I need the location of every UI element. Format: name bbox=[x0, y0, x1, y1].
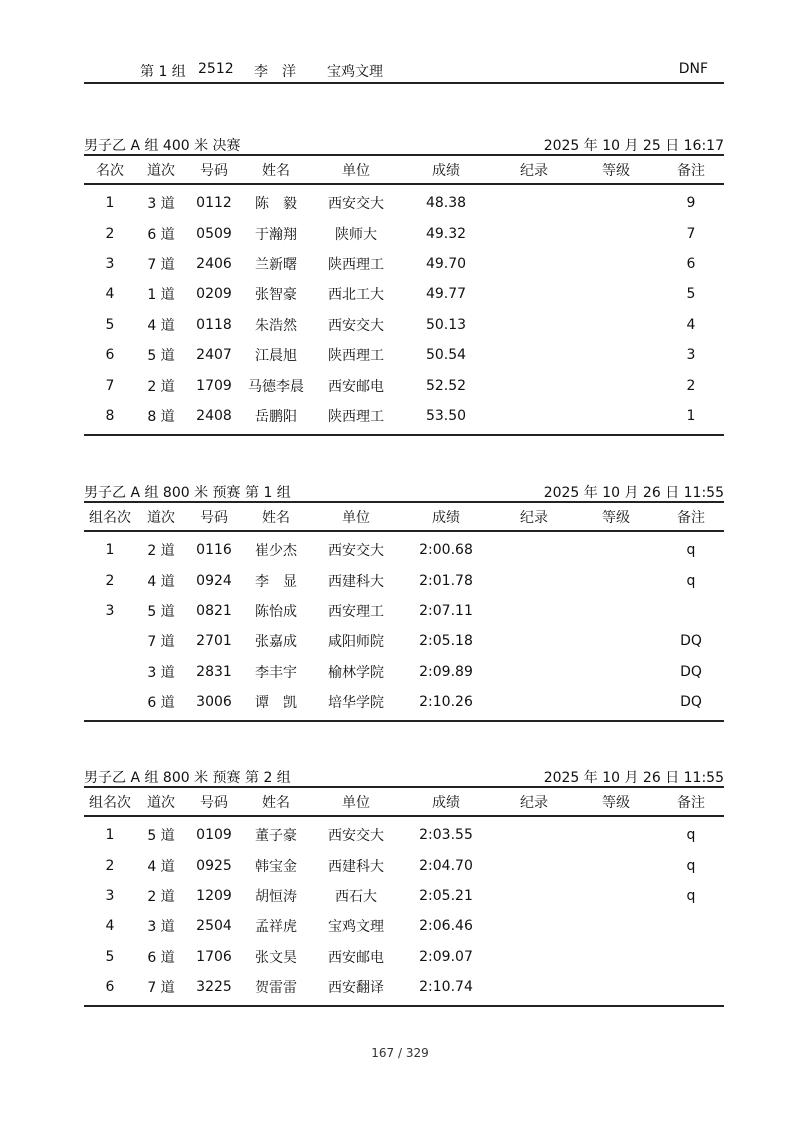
column-header-unit: 单位 bbox=[342, 509, 370, 526]
cell-rank: 3 bbox=[105, 602, 115, 619]
cell-rank: 1 bbox=[105, 542, 115, 559]
cell-name: 于瀚翔 bbox=[255, 226, 297, 243]
table-row bbox=[84, 911, 724, 941]
cell-unit: 咸阳师院 bbox=[328, 634, 384, 651]
cell-result: 50.13 bbox=[425, 316, 467, 333]
cell-bib: 1706 bbox=[196, 948, 232, 965]
cell-result: 2:04.70 bbox=[419, 857, 473, 874]
cell-name: 贺雷雷 bbox=[255, 980, 297, 997]
top-entry-unit: 宝鸡文理 bbox=[327, 64, 383, 80]
column-header-record: 纪录 bbox=[520, 794, 548, 811]
column-header-unit: 单位 bbox=[342, 162, 370, 179]
cell-lane: 4 道 bbox=[147, 573, 175, 590]
cell-name: 马德李晨 bbox=[248, 378, 304, 395]
cell-bib: 2406 bbox=[196, 255, 232, 272]
cell-rank: 4 bbox=[105, 918, 115, 935]
column-header-row bbox=[84, 788, 724, 817]
column-header-name: 姓名 bbox=[262, 162, 290, 179]
cell-result: 2:07.11 bbox=[419, 602, 473, 619]
cell-name: 崔少杰 bbox=[255, 543, 297, 560]
table-row bbox=[84, 279, 724, 309]
cell-result: 49.32 bbox=[425, 225, 467, 242]
column-header-rank: 组名次 bbox=[89, 794, 131, 811]
table-row bbox=[84, 687, 724, 717]
table-row bbox=[84, 657, 724, 687]
column-header-note: 备注 bbox=[677, 509, 705, 526]
cell-rank: 8 bbox=[105, 407, 115, 424]
column-header-bib: 号码 bbox=[200, 794, 228, 811]
cell-unit: 西北工大 bbox=[328, 287, 384, 304]
table-row bbox=[84, 565, 724, 595]
cell-result: 2:05.18 bbox=[419, 633, 473, 650]
cell-note: 6 bbox=[686, 255, 696, 272]
cell-result: 49.70 bbox=[425, 255, 467, 272]
results-table-body bbox=[84, 817, 724, 1007]
cell-bib: 1209 bbox=[196, 887, 232, 904]
cell-unit: 西安理工 bbox=[328, 603, 384, 620]
column-header-bib: 号码 bbox=[200, 509, 228, 526]
cell-rank: 2 bbox=[105, 572, 115, 589]
cell-name: 陈怡成 bbox=[255, 603, 297, 620]
cell-result: 2:00.68 bbox=[419, 542, 473, 559]
top-entry-name: 李 洋 bbox=[254, 64, 296, 80]
cell-rank: 3 bbox=[105, 887, 115, 904]
table-row bbox=[84, 850, 724, 880]
cell-note: q bbox=[686, 572, 696, 589]
column-header-grade: 等级 bbox=[602, 794, 630, 811]
section-header bbox=[84, 481, 724, 503]
cell-result: 2:10.74 bbox=[419, 979, 473, 996]
column-header-grade: 等级 bbox=[602, 509, 630, 526]
section-datetime: 2025 年 10 月 26 日 11:55 bbox=[543, 485, 724, 501]
cell-bib: 0925 bbox=[196, 857, 232, 874]
cell-unit: 西安交大 bbox=[328, 317, 384, 334]
cell-bib: 2701 bbox=[196, 633, 232, 650]
column-header-row bbox=[84, 503, 724, 532]
cell-name: 江晨旭 bbox=[255, 348, 297, 365]
cell-name: 董子豪 bbox=[255, 828, 297, 845]
cell-name: 张文昊 bbox=[255, 949, 297, 966]
column-header-record: 纪录 bbox=[520, 162, 548, 179]
column-header-unit: 单位 bbox=[342, 794, 370, 811]
column-header-grade: 等级 bbox=[602, 162, 630, 179]
cell-rank: 1 bbox=[105, 827, 115, 844]
results-table-body bbox=[84, 532, 724, 722]
cell-bib: 0924 bbox=[196, 572, 232, 589]
cell-bib: 2831 bbox=[196, 663, 232, 680]
cell-name: 胡恒涛 bbox=[255, 888, 297, 905]
cell-rank: 1 bbox=[105, 195, 115, 212]
cell-rank: 3 bbox=[105, 255, 115, 272]
cell-unit: 西安交大 bbox=[328, 196, 384, 213]
table-row bbox=[84, 401, 724, 431]
cell-lane: 6 道 bbox=[147, 949, 175, 966]
cell-lane: 2 道 bbox=[147, 543, 175, 560]
column-header-name: 姓名 bbox=[262, 509, 290, 526]
cell-note: q bbox=[686, 887, 696, 904]
cell-result: 2:09.89 bbox=[419, 663, 473, 680]
cell-bib: 3006 bbox=[196, 694, 232, 711]
cell-rank: 6 bbox=[105, 347, 115, 364]
results-section-2 bbox=[84, 766, 724, 1007]
cell-note: q bbox=[686, 542, 696, 559]
cell-name: 孟祥虎 bbox=[255, 919, 297, 936]
cell-unit: 陕师大 bbox=[335, 226, 377, 243]
cell-note: 5 bbox=[686, 286, 696, 303]
cell-name: 陈 毅 bbox=[255, 196, 297, 213]
cell-lane: 5 道 bbox=[147, 828, 175, 845]
results-section-0 bbox=[84, 134, 724, 436]
cell-note: 2 bbox=[686, 377, 696, 394]
column-header-result: 成绩 bbox=[432, 162, 460, 179]
column-header-lane: 道次 bbox=[147, 162, 175, 179]
cell-unit: 西石大 bbox=[335, 888, 377, 905]
cell-bib: 0209 bbox=[196, 286, 232, 303]
top-entry-group: 第 1 组 bbox=[140, 64, 186, 80]
cell-result: 52.52 bbox=[425, 377, 467, 394]
section-title: 男子乙 A 组 800 米 预赛 第 1 组 bbox=[84, 485, 291, 501]
cell-name: 张智豪 bbox=[255, 287, 297, 304]
cell-unit: 西安邮电 bbox=[328, 949, 384, 966]
cell-bib: 0821 bbox=[196, 602, 232, 619]
cell-unit: 培华学院 bbox=[328, 695, 384, 712]
cell-note: 3 bbox=[686, 347, 696, 364]
column-header-result: 成绩 bbox=[432, 794, 460, 811]
cell-note: DQ bbox=[680, 663, 702, 680]
cell-unit: 宝鸡文理 bbox=[328, 919, 384, 936]
column-header-rank: 名次 bbox=[96, 162, 124, 179]
cell-lane: 7 道 bbox=[147, 634, 175, 651]
table-row bbox=[84, 626, 724, 656]
top-entry-result: DNF bbox=[678, 61, 708, 77]
cell-result: 50.54 bbox=[425, 347, 467, 364]
cell-unit: 西安翻译 bbox=[328, 980, 384, 997]
cell-result: 2:10.26 bbox=[419, 694, 473, 711]
cell-lane: 1 道 bbox=[147, 287, 175, 304]
table-row bbox=[84, 218, 724, 248]
table-row bbox=[84, 249, 724, 279]
cell-name: 李丰宇 bbox=[255, 664, 297, 681]
cell-bib: 3225 bbox=[196, 979, 232, 996]
cell-name: 李 显 bbox=[255, 573, 297, 590]
section-header bbox=[84, 134, 724, 156]
cell-unit: 榆林学院 bbox=[328, 664, 384, 681]
cell-name: 朱浩然 bbox=[255, 317, 297, 334]
table-row bbox=[84, 310, 724, 340]
column-header-bib: 号码 bbox=[200, 162, 228, 179]
table-row bbox=[84, 188, 724, 218]
cell-bib: 0112 bbox=[196, 195, 232, 212]
table-row bbox=[84, 535, 724, 565]
cell-name: 兰新曙 bbox=[255, 256, 297, 273]
cell-name: 谭 凯 bbox=[255, 695, 297, 712]
cell-note: 4 bbox=[686, 316, 696, 333]
cell-lane: 2 道 bbox=[147, 378, 175, 395]
cell-note: 9 bbox=[686, 195, 696, 212]
cell-lane: 4 道 bbox=[147, 317, 175, 334]
cell-unit: 西建科大 bbox=[328, 573, 384, 590]
cell-lane: 6 道 bbox=[147, 226, 175, 243]
column-header-name: 姓名 bbox=[262, 794, 290, 811]
table-row bbox=[84, 972, 724, 1002]
cell-note: DQ bbox=[680, 633, 702, 650]
results-section-1 bbox=[84, 481, 724, 722]
cell-lane: 5 道 bbox=[147, 348, 175, 365]
page-number: 167 / 329 bbox=[371, 1046, 429, 1060]
section-datetime: 2025 年 10 月 26 日 11:55 bbox=[543, 770, 724, 786]
cell-note: 1 bbox=[686, 407, 696, 424]
cell-bib: 0109 bbox=[196, 827, 232, 844]
cell-bib: 2504 bbox=[196, 918, 232, 935]
cell-rank: 7 bbox=[105, 377, 115, 394]
section-header bbox=[84, 766, 724, 788]
cell-unit: 陕西理工 bbox=[328, 348, 384, 365]
cell-result: 2:06.46 bbox=[419, 918, 473, 935]
cell-result: 53.50 bbox=[425, 407, 467, 424]
cell-result: 2:01.78 bbox=[419, 572, 473, 589]
cell-lane: 3 道 bbox=[147, 196, 175, 213]
table-row bbox=[84, 340, 724, 370]
cell-result: 49.77 bbox=[425, 286, 467, 303]
section-datetime: 2025 年 10 月 25 日 16:17 bbox=[543, 138, 724, 154]
table-row bbox=[84, 942, 724, 972]
cell-rank: 2 bbox=[105, 225, 115, 242]
column-header-rank: 组名次 bbox=[89, 509, 131, 526]
cell-rank: 4 bbox=[105, 286, 115, 303]
cell-bib: 0116 bbox=[196, 542, 232, 559]
cell-lane: 3 道 bbox=[147, 664, 175, 681]
column-header-note: 备注 bbox=[677, 794, 705, 811]
cell-lane: 2 道 bbox=[147, 888, 175, 905]
cell-result: 2:03.55 bbox=[419, 827, 473, 844]
cell-note: q bbox=[686, 857, 696, 874]
cell-bib: 1709 bbox=[196, 377, 232, 394]
top-entry-row bbox=[84, 58, 724, 84]
column-header-record: 纪录 bbox=[520, 509, 548, 526]
table-row bbox=[84, 881, 724, 911]
cell-result: 2:09.07 bbox=[419, 948, 473, 965]
cell-lane: 3 道 bbox=[147, 919, 175, 936]
cell-lane: 8 道 bbox=[147, 408, 175, 425]
cell-result: 48.38 bbox=[425, 195, 467, 212]
top-entry-bib: 2512 bbox=[198, 61, 234, 77]
cell-lane: 4 道 bbox=[147, 858, 175, 875]
cell-unit: 西安交大 bbox=[328, 828, 384, 845]
cell-note: 7 bbox=[686, 225, 696, 242]
cell-unit: 陕西理工 bbox=[328, 256, 384, 273]
cell-bib: 2407 bbox=[196, 347, 232, 364]
column-header-result: 成绩 bbox=[432, 509, 460, 526]
table-row bbox=[84, 596, 724, 626]
cell-result: 2:05.21 bbox=[419, 887, 473, 904]
cell-note: DQ bbox=[680, 694, 702, 711]
cell-note: q bbox=[686, 827, 696, 844]
cell-lane: 5 道 bbox=[147, 603, 175, 620]
cell-bib: 0509 bbox=[196, 225, 232, 242]
section-title: 男子乙 A 组 800 米 预赛 第 2 组 bbox=[84, 770, 291, 786]
cell-name: 岳鹏阳 bbox=[255, 408, 297, 425]
cell-lane: 6 道 bbox=[147, 695, 175, 712]
table-row bbox=[84, 370, 724, 400]
table-row bbox=[84, 820, 724, 850]
cell-unit: 西安邮电 bbox=[328, 378, 384, 395]
cell-lane: 7 道 bbox=[147, 256, 175, 273]
column-header-row bbox=[84, 156, 724, 185]
cell-bib: 2408 bbox=[196, 407, 232, 424]
column-header-lane: 道次 bbox=[147, 794, 175, 811]
cell-rank: 6 bbox=[105, 979, 115, 996]
cell-rank: 5 bbox=[105, 948, 115, 965]
cell-name: 韩宝金 bbox=[255, 858, 297, 875]
cell-rank: 5 bbox=[105, 316, 115, 333]
column-header-lane: 道次 bbox=[147, 509, 175, 526]
cell-unit: 西建科大 bbox=[328, 858, 384, 875]
cell-rank: 2 bbox=[105, 857, 115, 874]
column-header-note: 备注 bbox=[677, 162, 705, 179]
section-title: 男子乙 A 组 400 米 决赛 bbox=[84, 138, 241, 154]
results-table-body bbox=[84, 185, 724, 436]
cell-bib: 0118 bbox=[196, 316, 232, 333]
cell-unit: 陕西理工 bbox=[328, 408, 384, 425]
cell-unit: 西安交大 bbox=[328, 543, 384, 560]
cell-lane: 7 道 bbox=[147, 980, 175, 997]
cell-name: 张嘉成 bbox=[255, 634, 297, 651]
